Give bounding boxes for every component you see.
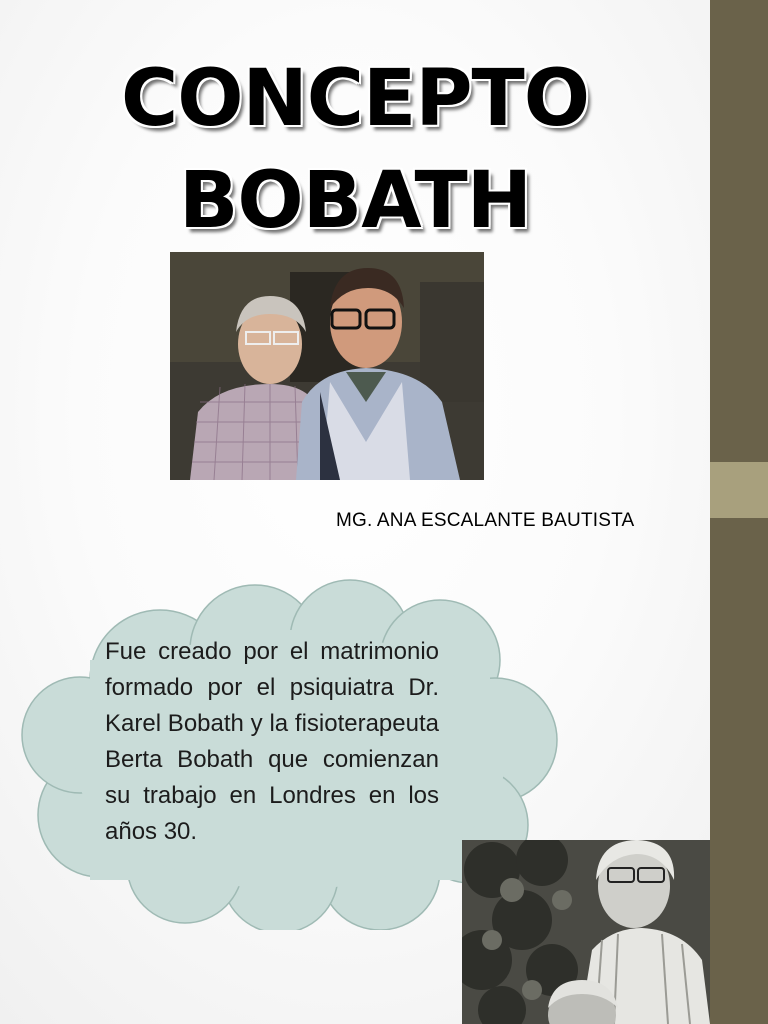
couple-photo (170, 252, 484, 480)
author-name: MG. ANA ESCALANTE BAUTISTA (336, 510, 635, 531)
side-accent-block (710, 462, 768, 518)
description-text: Fue creado por el matrimonio formado por el psiquiatra Dr. Karel Bobath y la fisioterapeuta Berta Bobath que comienzan su trabajo en Londres en los años 30. (105, 638, 439, 845)
title-line-1: CONCEPTO (120, 54, 590, 144)
title-line-2: BOBATH (178, 156, 531, 246)
berta-bobath-photo (462, 840, 710, 1024)
